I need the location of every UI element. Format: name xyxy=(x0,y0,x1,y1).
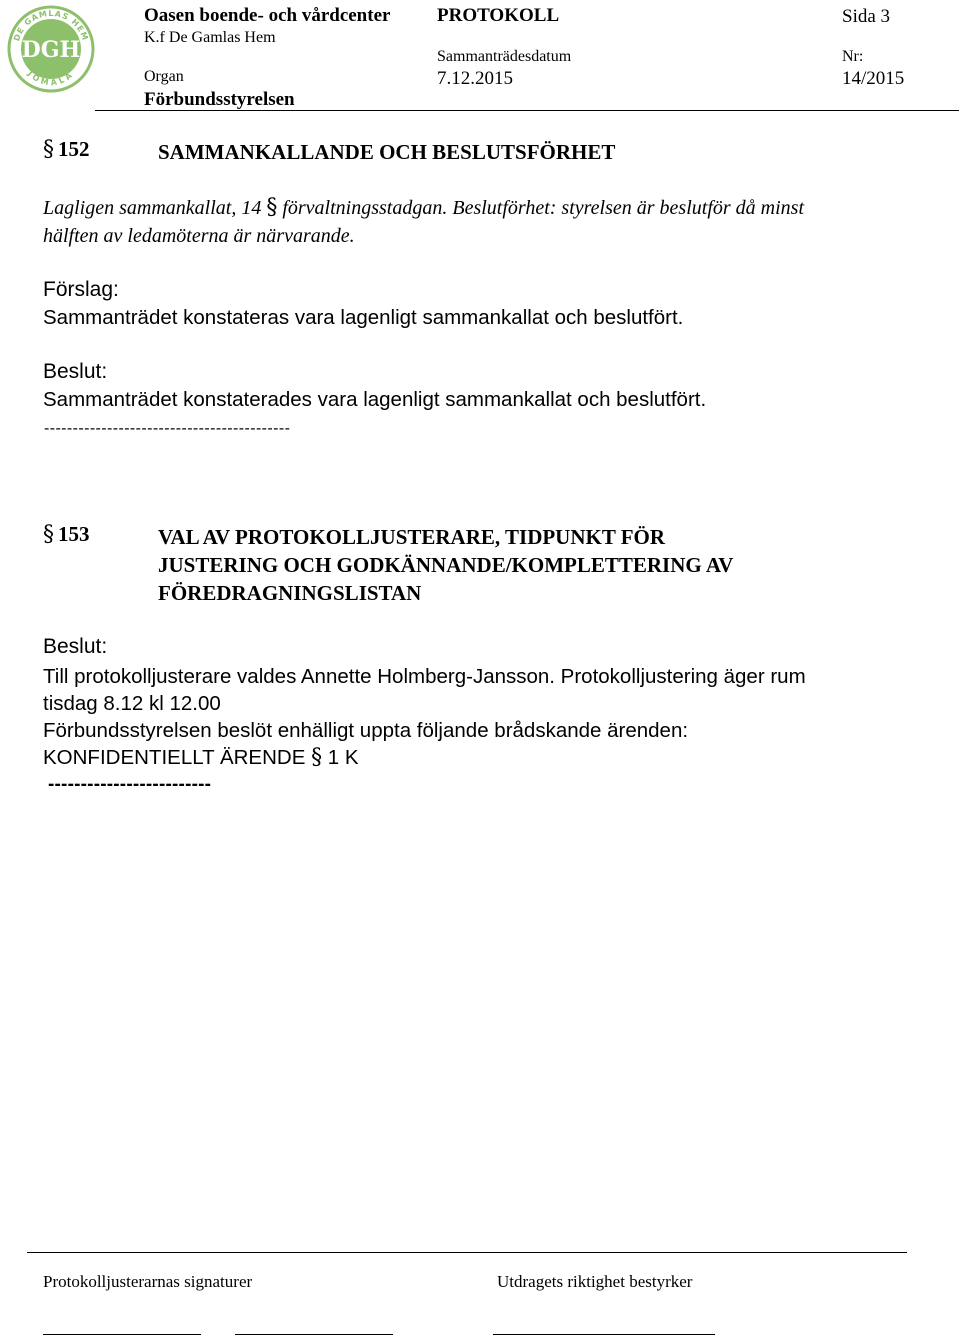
section-152-title: SAMMANKALLANDE OCH BESLUTSFÖRHET xyxy=(158,140,616,164)
document-type: PROTOKOLL xyxy=(437,5,560,26)
section-153-title-line2: JUSTERING OCH GODKÄNNANDE/KOMPLETTERING AV xyxy=(158,553,734,577)
decision-text-line2: tisdag 8.12 kl 12.00 xyxy=(43,692,221,715)
paragraph-symbol-icon: § xyxy=(43,522,54,547)
decision-text-line4: KONFIDENTIELLT ÄRENDE § 1 K xyxy=(43,745,359,770)
paragraph-symbol-icon: § xyxy=(43,137,54,162)
section-153-heading xyxy=(43,522,90,547)
org-subtitle: K.f De Gamlas Hem xyxy=(144,29,276,46)
decision-text: Sammanträdet konstaterades vara lagenligt sammankallat och beslutfört. xyxy=(43,388,707,411)
decision-text-line1: Till protokolljusterare valdes Annette Holmberg-Jansson. Protokolljustering äger rum xyxy=(43,665,806,688)
organ-value: Förbundsstyrelsen xyxy=(144,89,295,110)
section-153-title-line1: VAL AV PROTOKOLLJUSTERARE, TIDPUNKT FÖR xyxy=(158,525,666,549)
organ-label: Organ xyxy=(144,68,184,85)
footer-rule xyxy=(27,1252,907,1253)
nr-value: 14/2015 xyxy=(842,68,905,89)
section-153-title-line3: FÖREDRAGNINGSLISTAN xyxy=(158,581,422,605)
decision-label: Beslut: xyxy=(43,635,108,658)
decision-label: Beslut: xyxy=(43,360,108,383)
meeting-date-label: Sammanträdesdatum xyxy=(437,48,572,65)
section-152-intro-line2: hälften av ledamöterna är närvarande. xyxy=(43,225,355,247)
meeting-date-value: 7.12.2015 xyxy=(437,68,513,89)
proposal-text: Sammanträdet konstateras vara lagenligt sammankallat och beslutfört. xyxy=(43,306,684,329)
decision-text-line3: Förbundsstyrelsen beslöt enhälligt uppta följande brådskande ärenden: xyxy=(43,719,689,742)
section-number: 153 xyxy=(58,522,90,546)
section-152-intro-line1: Lagligen sammankallat, 14 § förvaltningsstadgan. Beslutförhet: styrelsen är beslutför då minst xyxy=(43,195,805,220)
proposal-label: Förslag: xyxy=(43,278,119,301)
page-number: Sida 3 xyxy=(842,6,891,27)
organization-logo xyxy=(6,4,96,94)
paragraph-symbol-icon: § xyxy=(311,745,323,770)
logo-monogram: DGH xyxy=(21,37,81,63)
org-name: Oasen boende- och vårdcenter xyxy=(144,5,391,26)
paragraph-symbol-icon: § xyxy=(266,195,278,220)
header-rule xyxy=(95,110,959,111)
section-number: 152 xyxy=(58,137,90,161)
section-separator: ------------------------- xyxy=(48,774,212,795)
nr-label: Nr: xyxy=(842,48,864,65)
footer-right-label: Utdragets riktighet bestyrker xyxy=(497,1272,693,1291)
signature-line xyxy=(493,1334,715,1335)
logo-ring-bottom: JOMALA xyxy=(26,69,77,88)
signature-line xyxy=(43,1334,201,1335)
section-152-heading xyxy=(43,137,90,162)
signature-line xyxy=(235,1334,393,1335)
logo-ring-top: DE GAMLAS HEM xyxy=(12,8,91,43)
section-separator: ------------------------------------------- xyxy=(44,420,291,437)
footer-left-label: Protokolljusterarnas signaturer xyxy=(43,1272,253,1291)
